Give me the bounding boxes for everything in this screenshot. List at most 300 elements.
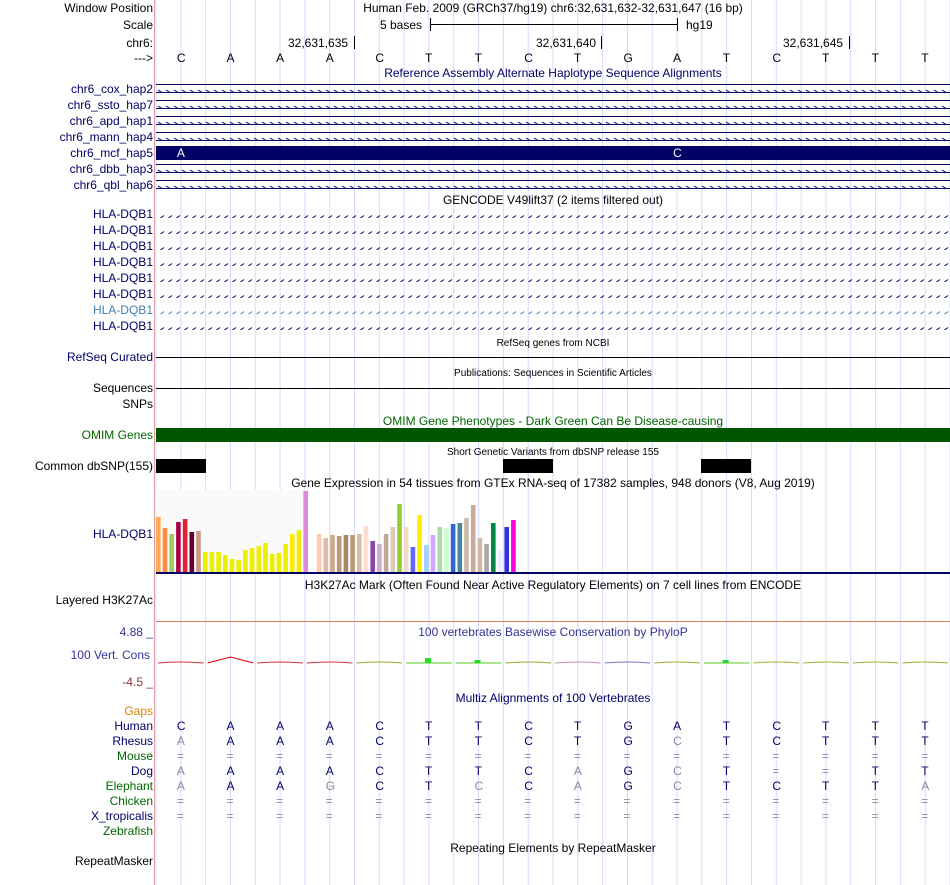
strand-chevron bbox=[526, 122, 530, 125]
strand-chevron bbox=[166, 170, 170, 173]
alt-hap-label[interactable]: chr6_cox_hap2 bbox=[70, 82, 153, 96]
strand-chevron bbox=[168, 248, 172, 251]
gencode-title[interactable]: GENCODE V49lift37 (2 items filtered out) bbox=[442, 193, 664, 207]
strand-chevron bbox=[560, 296, 564, 299]
strand-chevron bbox=[806, 90, 810, 93]
strand-chevron bbox=[728, 216, 732, 219]
alt-hap-label[interactable]: chr6_qbl_hap6 bbox=[73, 178, 153, 192]
strand-chevron bbox=[616, 248, 620, 251]
strand-chevron bbox=[350, 170, 354, 173]
strand-chevron bbox=[926, 138, 930, 141]
strand-chevron bbox=[598, 138, 602, 141]
h3k27ac-label[interactable]: Layered H3K27Ac bbox=[55, 593, 153, 607]
strand-chevron bbox=[264, 280, 268, 283]
strand-chevron bbox=[542, 106, 546, 109]
omim-title[interactable]: OMIM Gene Phenotypes - Dark Green Can Be Disease-causing bbox=[382, 414, 724, 428]
strand-chevron bbox=[278, 170, 282, 173]
dbsnp-label[interactable]: Common dbSNP(155) bbox=[34, 459, 153, 473]
alt-hap-label[interactable]: chr6_mcf_hap5 bbox=[70, 146, 153, 160]
strand-chevron bbox=[272, 312, 276, 315]
strand-chevron bbox=[734, 138, 738, 141]
strand-chevron bbox=[702, 90, 706, 93]
strand-chevron bbox=[256, 280, 260, 283]
strand-chevron bbox=[166, 138, 170, 141]
strand-chevron bbox=[838, 186, 842, 189]
gencode-transcript[interactable] bbox=[156, 211, 950, 218]
strand-chevron bbox=[288, 312, 292, 315]
strand-chevron bbox=[854, 138, 858, 141]
strand-chevron bbox=[478, 186, 482, 189]
strand-chevron bbox=[544, 312, 548, 315]
strand-chevron bbox=[686, 106, 690, 109]
strand-chevron bbox=[696, 312, 700, 315]
strand-chevron bbox=[856, 296, 860, 299]
strand-chevron bbox=[928, 296, 932, 299]
dbsnp-variant[interactable] bbox=[503, 459, 553, 473]
strand-chevron bbox=[326, 122, 330, 125]
strand-chevron bbox=[446, 90, 450, 93]
gtex-label[interactable]: HLA-DQB1 bbox=[92, 527, 153, 541]
alt-hap-label[interactable]: chr6_ssto_hap7 bbox=[67, 98, 153, 112]
gencode-item-label[interactable]: HLA-DQB1 bbox=[92, 207, 153, 221]
strand-chevron bbox=[288, 248, 292, 251]
strand-chevron bbox=[448, 328, 452, 331]
strand-chevron bbox=[430, 186, 434, 189]
gencode-transcript[interactable] bbox=[156, 323, 950, 330]
strand-chevron bbox=[838, 170, 842, 173]
strand-chevron bbox=[664, 248, 668, 251]
strand-chevron bbox=[854, 122, 858, 125]
omim-track-bar[interactable] bbox=[156, 428, 950, 442]
strand-chevron bbox=[768, 216, 772, 219]
strand-chevron bbox=[206, 138, 210, 141]
multiz-base: = bbox=[772, 749, 780, 763]
strand-chevron bbox=[680, 232, 684, 235]
snps-label: SNPs bbox=[122, 397, 153, 411]
gencode-item-label[interactable]: HLA-DQB1 bbox=[92, 239, 153, 253]
strand-chevron bbox=[848, 248, 852, 251]
strand-chevron bbox=[888, 328, 892, 331]
strand-chevron bbox=[760, 296, 764, 299]
multiz-base: A bbox=[226, 764, 235, 778]
multiz-base: = bbox=[424, 749, 432, 763]
strand-chevron bbox=[496, 232, 500, 235]
strand-chevron bbox=[512, 248, 516, 251]
strand-chevron bbox=[902, 90, 906, 93]
multiz-base: = bbox=[921, 749, 929, 763]
strand-chevron bbox=[598, 170, 602, 173]
dbsnp-variant[interactable] bbox=[156, 459, 206, 473]
gencode-item-label[interactable]: HLA-DQB1 bbox=[92, 271, 153, 285]
strand-chevron bbox=[216, 296, 220, 299]
strand-chevron bbox=[856, 216, 860, 219]
strand-chevron bbox=[870, 122, 874, 125]
strand-chevron bbox=[934, 170, 938, 173]
strand-chevron bbox=[392, 232, 396, 235]
strand-chevron bbox=[750, 106, 754, 109]
strand-chevron bbox=[312, 296, 316, 299]
strand-chevron bbox=[422, 106, 426, 109]
strand-chevron bbox=[494, 170, 498, 173]
strand-chevron bbox=[566, 170, 570, 173]
strand-chevron bbox=[550, 186, 554, 189]
strand-chevron bbox=[494, 138, 498, 141]
strand-chevron bbox=[862, 90, 866, 93]
strand-chevron bbox=[904, 328, 908, 331]
strand-chevron bbox=[480, 216, 484, 219]
refseq-label[interactable]: RefSeq Curated bbox=[66, 350, 153, 364]
strand-chevron bbox=[886, 138, 890, 141]
refseq-title[interactable]: RefSeq genes from NCBI bbox=[496, 338, 610, 349]
strand-chevron bbox=[848, 264, 852, 267]
strand-chevron bbox=[752, 248, 756, 251]
multiz-base: = bbox=[176, 809, 184, 823]
strand-chevron bbox=[502, 170, 506, 173]
multiz-base: T bbox=[722, 779, 731, 793]
strand-chevron bbox=[640, 232, 644, 235]
strand-chevron bbox=[816, 216, 820, 219]
strand-chevron bbox=[670, 90, 674, 93]
alt-hap-label[interactable]: chr6_mann_hap4 bbox=[59, 130, 153, 144]
strand-chevron bbox=[462, 138, 466, 141]
strand-chevron bbox=[736, 296, 740, 299]
conservation-label[interactable]: 100 Vert. Cons bbox=[70, 648, 150, 662]
strand-chevron bbox=[712, 280, 716, 283]
strand-chevron bbox=[896, 264, 900, 267]
strand-chevron bbox=[718, 90, 722, 93]
strand-chevron bbox=[240, 216, 244, 219]
strand-chevron bbox=[304, 328, 308, 331]
strand-chevron bbox=[704, 232, 708, 235]
strand-chevron bbox=[848, 296, 852, 299]
multiz-base: T bbox=[573, 719, 582, 733]
strand-chevron bbox=[710, 138, 714, 141]
strand-chevron bbox=[310, 138, 314, 141]
multiz-base: T bbox=[424, 734, 433, 748]
strand-chevron bbox=[726, 170, 730, 173]
h3k27ac-title[interactable]: H3K27Ac Mark (Often Found Near Active Regulatory Elements) on 7 cell lines from ENCODE bbox=[304, 578, 802, 592]
strand-chevron bbox=[712, 216, 716, 219]
strand-chevron bbox=[568, 232, 572, 235]
base-letter: A bbox=[226, 51, 235, 65]
strand-chevron bbox=[174, 106, 178, 109]
strand-chevron bbox=[926, 122, 930, 125]
strand-chevron bbox=[672, 280, 676, 283]
gtex-tissue-bar bbox=[384, 534, 389, 572]
strand-chevron bbox=[696, 280, 700, 283]
strand-chevron bbox=[776, 248, 780, 251]
strand-chevron bbox=[406, 90, 410, 93]
strand-chevron bbox=[464, 328, 468, 331]
strand-chevron bbox=[840, 232, 844, 235]
strand-chevron bbox=[440, 248, 444, 251]
multiz-base: C bbox=[375, 719, 384, 733]
strand-chevron bbox=[374, 186, 378, 189]
strand-chevron bbox=[718, 138, 722, 141]
strand-chevron bbox=[632, 296, 636, 299]
strand-chevron bbox=[254, 186, 258, 189]
strand-chevron bbox=[758, 90, 762, 93]
strand-chevron bbox=[824, 312, 828, 315]
repeatmasker-label[interactable]: RepeatMasker bbox=[74, 854, 153, 868]
strand-chevron bbox=[384, 280, 388, 283]
strand-chevron bbox=[496, 296, 500, 299]
strand-chevron bbox=[214, 138, 218, 141]
strand-chevron bbox=[264, 216, 268, 219]
strand-chevron bbox=[472, 280, 476, 283]
strand-chevron bbox=[456, 312, 460, 315]
strand-chevron bbox=[678, 170, 682, 173]
gencode-item-label[interactable]: HLA-DQB1 bbox=[92, 223, 153, 237]
gencode-transcript[interactable] bbox=[156, 291, 950, 298]
strand-chevron bbox=[256, 232, 260, 235]
strand-chevron bbox=[824, 280, 828, 283]
strand-chevron bbox=[318, 186, 322, 189]
strand-chevron bbox=[640, 328, 644, 331]
gtex-tissue-bar bbox=[498, 550, 503, 572]
gtex-expression-chart[interactable] bbox=[156, 490, 950, 576]
strand-chevron bbox=[846, 106, 850, 109]
strand-chevron bbox=[320, 264, 324, 267]
strand-chevron bbox=[270, 186, 274, 189]
strand-chevron bbox=[270, 90, 274, 93]
strand-chevron bbox=[600, 248, 604, 251]
strand-chevron bbox=[768, 328, 772, 331]
alt-hap-label[interactable]: chr6_dbb_hap3 bbox=[69, 162, 153, 176]
strand-chevron bbox=[848, 312, 852, 315]
multiz-base: T bbox=[424, 719, 433, 733]
strand-chevron bbox=[736, 312, 740, 315]
strand-chevron bbox=[720, 296, 724, 299]
base-letter: A bbox=[276, 51, 285, 65]
strand-chevron bbox=[160, 264, 164, 267]
strand-chevron bbox=[166, 106, 170, 109]
multiz-species-label: Rhesus bbox=[112, 734, 153, 748]
gencode-item-label[interactable]: HLA-DQB1 bbox=[92, 287, 153, 301]
strand-chevron bbox=[344, 296, 348, 299]
strand-chevron bbox=[574, 106, 578, 109]
strand-chevron bbox=[264, 296, 268, 299]
gtex-tissue-bar bbox=[437, 527, 442, 572]
strand-chevron bbox=[542, 90, 546, 93]
strand-chevron bbox=[816, 312, 820, 315]
strand-chevron bbox=[414, 186, 418, 189]
strand-chevron bbox=[632, 232, 636, 235]
strand-chevron bbox=[808, 232, 812, 235]
strand-chevron bbox=[696, 216, 700, 219]
strand-chevron bbox=[870, 106, 874, 109]
strand-chevron bbox=[624, 248, 628, 251]
strand-chevron bbox=[528, 248, 532, 251]
multiz-base: T bbox=[573, 734, 582, 748]
omim-label[interactable]: OMIM Genes bbox=[81, 428, 153, 442]
multiz-base: C bbox=[524, 719, 533, 733]
refseq-track-line bbox=[156, 357, 950, 358]
strand-chevron bbox=[744, 248, 748, 251]
strand-chevron bbox=[376, 232, 380, 235]
strand-chevron bbox=[710, 170, 714, 173]
strand-chevron bbox=[856, 264, 860, 267]
strand-chevron bbox=[472, 248, 476, 251]
dbsnp-title[interactable]: Short Genetic Variants from dbSNP release 155 bbox=[447, 447, 659, 458]
conservation-mark bbox=[555, 662, 601, 663]
base-letter: G bbox=[623, 51, 633, 65]
gtex-tissue-bar bbox=[203, 552, 208, 572]
strand-chevron bbox=[208, 264, 212, 267]
strand-chevron bbox=[528, 280, 532, 283]
gtex-title[interactable]: Gene Expression in 54 tissues from GTEx RNA-seq of 17382 samples, 948 donors (V8, Aug 2019) bbox=[291, 476, 815, 490]
strand-chevron bbox=[926, 106, 930, 109]
strand-chevron bbox=[584, 232, 588, 235]
gencode-transcript[interactable] bbox=[156, 307, 950, 314]
strand-chevron bbox=[198, 170, 202, 173]
strand-chevron bbox=[158, 138, 162, 141]
strand-chevron bbox=[464, 248, 468, 251]
alt-hap-track[interactable] bbox=[156, 180, 950, 189]
strand-chevron bbox=[296, 264, 300, 267]
strand-chevron bbox=[376, 264, 380, 267]
strand-chevron bbox=[512, 312, 516, 315]
strand-chevron bbox=[904, 248, 908, 251]
alt-hap-track[interactable] bbox=[156, 132, 950, 141]
publications-title[interactable]: Publications: Sequences in Scientific Articles bbox=[454, 368, 652, 379]
strand-chevron bbox=[736, 232, 740, 235]
repeatmasker-title[interactable]: Repeating Elements by RepeatMasker bbox=[450, 841, 656, 855]
strand-chevron bbox=[416, 232, 420, 235]
strand-chevron bbox=[286, 138, 290, 141]
gencode-transcript[interactable] bbox=[156, 227, 950, 234]
gencode-item-label[interactable]: HLA-DQB1 bbox=[92, 319, 153, 333]
gencode-transcript[interactable] bbox=[156, 243, 950, 250]
strand-chevron bbox=[886, 90, 890, 93]
strand-chevron bbox=[734, 106, 738, 109]
strand-chevron bbox=[424, 232, 428, 235]
strand-chevron bbox=[848, 216, 852, 219]
strand-chevron bbox=[878, 122, 882, 125]
strand-chevron bbox=[694, 90, 698, 93]
strand-chevron bbox=[920, 296, 924, 299]
strand-chevron bbox=[902, 138, 906, 141]
multiz-base: = bbox=[325, 809, 333, 823]
strand-chevron bbox=[776, 216, 780, 219]
alt-hap-track[interactable] bbox=[156, 100, 950, 109]
multiz-title[interactable]: Multiz Alignments of 100 Vertebrates bbox=[455, 691, 651, 705]
strand-chevron bbox=[272, 232, 276, 235]
strand-chevron bbox=[648, 328, 652, 331]
strand-chevron bbox=[888, 248, 892, 251]
conservation-title[interactable]: 100 vertebrates Basewise Conservation by PhyloP bbox=[418, 625, 688, 639]
alt-hap-track-solid[interactable] bbox=[156, 146, 950, 160]
strand-chevron bbox=[710, 122, 714, 125]
base-letter: T bbox=[474, 51, 482, 65]
strand-chevron bbox=[454, 186, 458, 189]
strand-chevron bbox=[222, 138, 226, 141]
gencode-item-label[interactable]: HLA-DQB1 bbox=[92, 303, 153, 317]
strand-chevron bbox=[576, 296, 580, 299]
strand-chevron bbox=[776, 264, 780, 267]
strand-chevron bbox=[544, 232, 548, 235]
strand-chevron bbox=[174, 138, 178, 141]
strand-chevron bbox=[264, 328, 268, 331]
strand-chevron bbox=[670, 122, 674, 125]
alt-hap-track[interactable] bbox=[156, 116, 950, 125]
strand-chevron bbox=[598, 122, 602, 125]
multiz-base: C bbox=[524, 779, 533, 793]
strand-chevron bbox=[582, 90, 586, 93]
multiz-base: = bbox=[226, 809, 234, 823]
multiz-base: = bbox=[524, 749, 532, 763]
strand-chevron bbox=[520, 296, 524, 299]
alt-hap-title[interactable]: Reference Assembly Alternate Haplotype Sequence Alignments bbox=[384, 66, 722, 80]
strand-chevron bbox=[678, 122, 682, 125]
strand-chevron bbox=[272, 280, 276, 283]
strand-chevron bbox=[854, 186, 858, 189]
multiz-base: = bbox=[524, 794, 532, 808]
strand-chevron bbox=[910, 138, 914, 141]
dbsnp-variant[interactable] bbox=[701, 459, 751, 473]
strand-chevron bbox=[438, 170, 442, 173]
strand-chevron bbox=[358, 106, 362, 109]
strand-chevron bbox=[198, 122, 202, 125]
strand-chevron bbox=[320, 328, 324, 331]
strand-chevron bbox=[288, 328, 292, 331]
strand-chevron bbox=[832, 328, 836, 331]
strand-chevron bbox=[608, 216, 612, 219]
strand-chevron bbox=[568, 280, 572, 283]
strand-chevron bbox=[726, 186, 730, 189]
strand-chevron bbox=[920, 264, 924, 267]
strand-chevron bbox=[750, 122, 754, 125]
strand-chevron bbox=[720, 328, 724, 331]
strand-chevron bbox=[600, 232, 604, 235]
strand-chevron bbox=[798, 90, 802, 93]
strand-chevron bbox=[422, 122, 426, 125]
strand-chevron bbox=[328, 328, 332, 331]
gencode-transcript[interactable] bbox=[156, 259, 950, 266]
gencode-transcript[interactable] bbox=[156, 275, 950, 282]
strand-chevron bbox=[432, 248, 436, 251]
alt-hap-track[interactable] bbox=[156, 84, 950, 93]
strand-chevron bbox=[368, 232, 372, 235]
multiz-base: T bbox=[871, 719, 879, 733]
strand-chevron bbox=[902, 106, 906, 109]
alt-hap-track[interactable] bbox=[156, 164, 950, 173]
strand-chevron bbox=[334, 122, 338, 125]
strand-chevron bbox=[408, 312, 412, 315]
alt-hap-label[interactable]: chr6_apd_hap1 bbox=[69, 114, 153, 128]
gtex-tissue-bar bbox=[250, 548, 255, 572]
strand-chevron bbox=[448, 216, 452, 219]
strand-chevron bbox=[550, 170, 554, 173]
strand-chevron bbox=[272, 264, 276, 267]
gencode-item-label[interactable]: HLA-DQB1 bbox=[92, 255, 153, 269]
strand-chevron bbox=[774, 106, 778, 109]
strand-chevron bbox=[222, 90, 226, 93]
strand-chevron bbox=[446, 122, 450, 125]
strand-chevron bbox=[568, 248, 572, 251]
strand-chevron bbox=[752, 280, 756, 283]
h3k27ac-baseline bbox=[156, 621, 950, 622]
multiz-base: C bbox=[772, 734, 781, 748]
publications-label[interactable]: Sequences bbox=[92, 381, 153, 395]
multiz-base: = bbox=[276, 794, 284, 808]
strand-chevron bbox=[944, 296, 948, 299]
strand-chevron bbox=[176, 216, 180, 219]
strand-chevron bbox=[894, 106, 898, 109]
strand-chevron bbox=[352, 296, 356, 299]
strand-chevron bbox=[192, 280, 196, 283]
strand-chevron bbox=[488, 328, 492, 331]
